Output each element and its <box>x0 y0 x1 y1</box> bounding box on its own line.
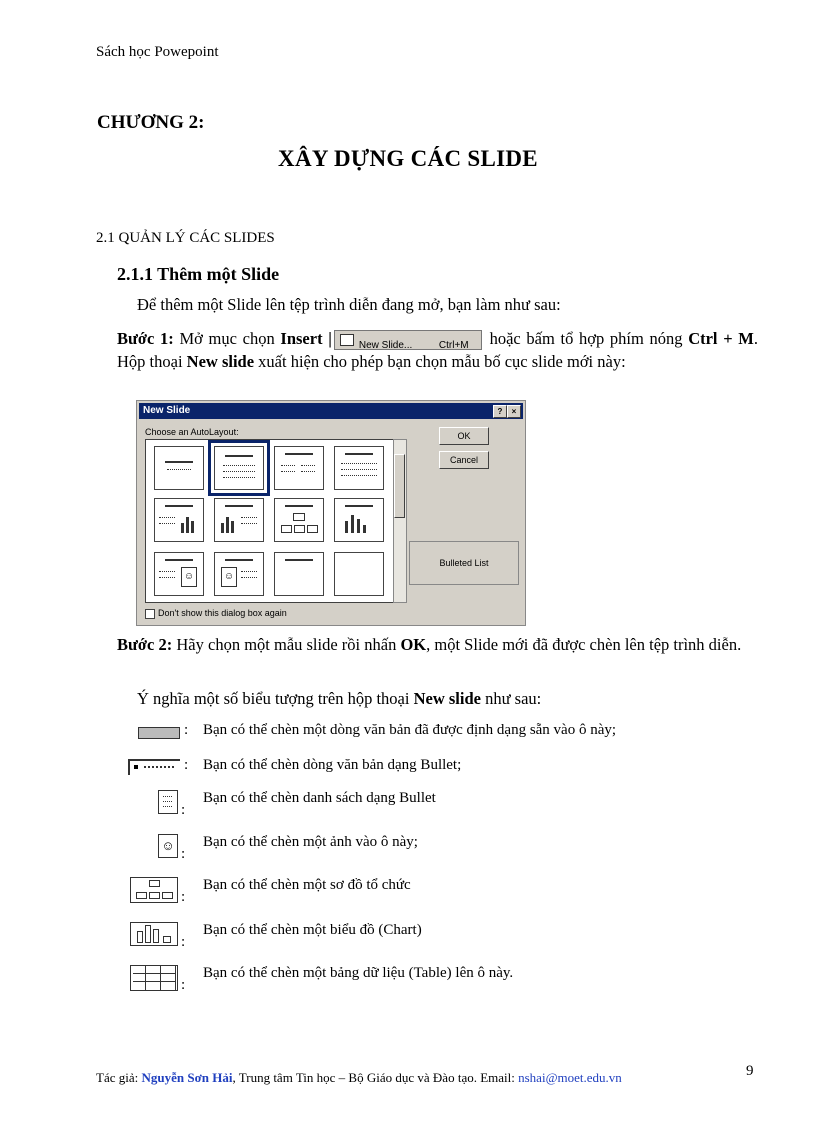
help-button[interactable]: ? <box>493 405 507 418</box>
meaning-text-1: Ý nghĩa một số biểu tượng trên hộp thoại <box>137 689 414 708</box>
step1-text-2: hoặc bấm tổ hợp phím nóng <box>483 329 689 348</box>
icon-desc-bullet: Bạn có thể chèn dòng văn bản dạng Bullet; <box>203 757 462 773</box>
title-text-icon <box>138 727 180 739</box>
new-slide-icon <box>340 334 354 346</box>
org-chart-icon <box>130 877 178 903</box>
layout-text-and-chart[interactable] <box>154 498 204 542</box>
meaning-text-2: như sau: <box>480 689 542 708</box>
new-slide-shortcut: Ctrl+M <box>438 340 469 352</box>
step1-text-3: . Hộp thoại <box>117 329 758 372</box>
checkbox-box[interactable] <box>145 609 155 619</box>
layout-preview-label: Bulleted List <box>409 541 519 585</box>
footer-text-1: Tác giả: <box>96 1070 142 1085</box>
layout-title-only[interactable] <box>274 552 324 596</box>
step2-label: Bước 2: <box>117 635 173 654</box>
footer-author: Nguyễn Sơn Hải <box>141 1070 233 1085</box>
section-heading: 2.1 QUẢN LÝ CÁC SLIDES <box>96 230 275 246</box>
layout-grid <box>145 439 395 603</box>
icon-desc-chart: Bạn có thể chèn một biểu đồ (Chart) <box>203 922 422 938</box>
footer-email[interactable]: nshai@moet.edu.vn <box>518 1070 622 1085</box>
close-button[interactable]: × <box>507 405 521 418</box>
step1-paragraph <box>117 327 758 373</box>
chapter-title: XÂY DỰNG CÁC SLIDE <box>278 146 538 171</box>
ok-button[interactable]: OK <box>439 427 489 445</box>
step1-text-1: Mở mục chọn <box>173 329 281 348</box>
layout-text-and-clipart[interactable]: ☺ <box>154 552 204 596</box>
step1-text-4: xuất hiện cho phép bạn chọn mẫu bố cục slide mới này: <box>254 352 626 372</box>
insert-menu: Insert | <box>280 329 332 348</box>
icon-desc-title: Bạn có thể chèn một dòng văn bản đã được định dạng sẵn vào ô này; <box>203 722 617 738</box>
page-header: Sách học Powepoint <box>96 44 219 60</box>
bullet-list-icon <box>158 790 178 814</box>
layout-two-column-text[interactable] <box>274 446 324 490</box>
icon-desc-table: Bạn có thể chèn một bảng dữ liệu (Table) lên ô này. <box>203 965 514 981</box>
bullet-text-icon <box>128 759 180 775</box>
layout-table[interactable] <box>334 446 384 490</box>
icon-desc-org-chart: Bạn có thể chèn một sơ đồ tổ chức <box>203 877 411 893</box>
meaning-dialog-name: New slide <box>413 689 481 708</box>
checkbox-label: Don't show this dialog box again <box>158 608 287 618</box>
dont-show-checkbox[interactable] <box>145 608 287 619</box>
layout-blank[interactable] <box>334 552 384 596</box>
page-footer <box>96 1070 622 1086</box>
page-number: 9 <box>746 1063 754 1079</box>
dialog-name: New slide <box>186 352 255 372</box>
layout-scrollbar[interactable] <box>393 439 407 603</box>
step2-ok: OK <box>400 635 427 654</box>
clipart-icon: ☺ <box>158 834 178 858</box>
new-slide-menu-item <box>334 330 482 350</box>
autolayout-label: Choose an AutoLayout: <box>145 427 239 437</box>
step2-text-1: Hãy chọn một mẫu slide rồi nhấn <box>172 635 401 654</box>
chart-icon <box>130 922 178 946</box>
new-slide-dialog <box>136 400 526 626</box>
step2-text-2: , một Slide mới đã được chèn lên tệp trình diễn. <box>426 635 742 654</box>
subsection-heading: 2.1.1 Thêm một Slide <box>117 264 280 284</box>
step2-paragraph <box>117 633 758 656</box>
layout-chart-and-text[interactable] <box>214 498 264 542</box>
layout-title-slide[interactable] <box>154 446 204 490</box>
cancel-button[interactable]: Cancel <box>439 451 489 469</box>
footer-text-2: , Trung tâm Tin học – Bộ Giáo dục và Đào tạo. Email: <box>232 1070 519 1085</box>
hotkey: Ctrl + M <box>688 329 754 348</box>
step1-label: Bước 1: <box>117 329 174 348</box>
table-icon <box>130 965 178 991</box>
icon-desc-bullet-list: Bạn có thể chèn danh sách dạng Bullet <box>203 790 436 806</box>
layout-clipart-and-text[interactable]: ☺ <box>214 552 264 596</box>
intro-paragraph: Để thêm một Slide lên tệp trình diễn đang mở, bạn làm như sau: <box>137 295 561 314</box>
layout-bulleted-list[interactable] <box>214 446 264 490</box>
dialog-titlebar <box>139 403 523 419</box>
chapter-label: CHƯƠNG 2: <box>97 112 205 133</box>
layout-org-chart[interactable] <box>274 498 324 542</box>
icon-desc-clipart: Bạn có thể chèn một ảnh vào ô này; <box>203 834 418 850</box>
dialog-title: New Slide <box>143 405 191 416</box>
meaning-paragraph <box>137 687 541 710</box>
new-slide-menu-label: New Slide... <box>358 340 413 352</box>
layout-chart[interactable] <box>334 498 384 542</box>
